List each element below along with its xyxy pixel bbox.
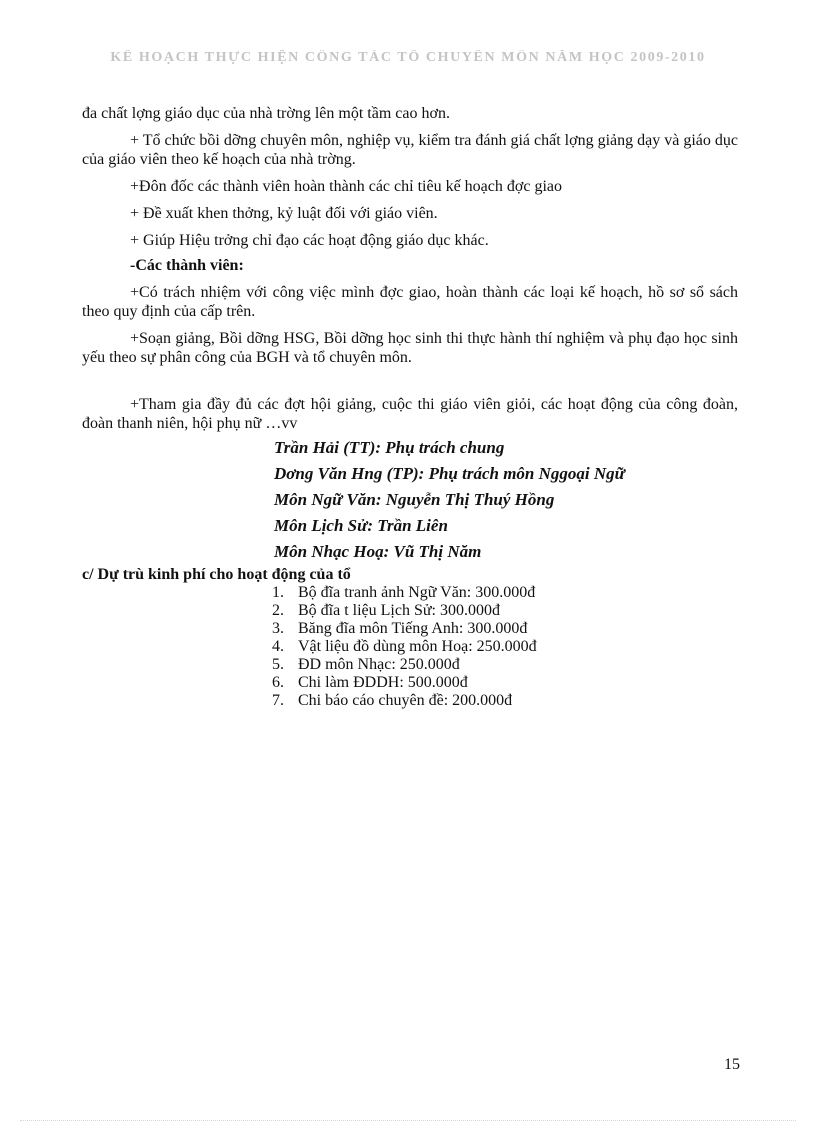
budget-item-text: ĐD môn Nhạc: 250.000đ [298, 656, 460, 673]
budget-item-number: 7. [272, 692, 284, 709]
page-number: 15 [724, 1056, 740, 1073]
budget-item-number: 2. [272, 602, 284, 619]
paragraph-supervise: +Đôn đốc các thành viên hoàn thành các chỉ tiêu kế hoạch đợc giao [130, 178, 562, 195]
budget-item-text: Băng đĩa môn Tiếng Anh: 300.000đ [298, 620, 528, 637]
budget-item-text: Bộ đĩa t liệu Lịch Sử: 300.000đ [298, 602, 500, 619]
budget-item [82, 602, 738, 620]
staff-line: Dơng Văn Hng (TP): Phụ trách môn Nggoại Ngữ [274, 464, 625, 483]
paragraph-responsibility: +Có trách nhiệm với công việc mình đợc giao, hoàn thành các loại kế hoạch, hồ sơ sổ sách theo quy định của cấp trên. [82, 284, 738, 320]
paragraph-reward: + Đề xuất khen thởng, kỷ luật đối với giáo viên. [130, 205, 438, 222]
budget-item [82, 692, 738, 710]
budget-item-number: 5. [272, 656, 284, 673]
staff-line: Môn Lịch Sử: Trần Liên [274, 516, 448, 535]
budget-item [82, 584, 738, 602]
staff-line: Môn Ngữ Văn: Nguyễn Thị Thuý Hồng [274, 490, 555, 509]
budget-item-number: 3. [272, 620, 284, 637]
budget-title: c/ Dự trù kinh phí cho hoạt động của tổ [82, 566, 351, 583]
paragraph-assist-principal: + Giúp Hiệu trởng chỉ đạo các hoạt động giáo dục khác. [130, 232, 489, 249]
members-heading: -Các thành viên: [130, 257, 244, 274]
budget-list [82, 584, 738, 710]
budget-item [82, 656, 738, 674]
budget-item-text: Chi báo cáo chuyên đề: 200.000đ [298, 692, 513, 709]
page-bottom-divider [20, 1120, 796, 1121]
paragraph-quality: đa chất lợng giáo dục của nhà trờng lên một tầm cao hơn. [82, 105, 450, 122]
staff-list [82, 435, 738, 565]
budget-item-text: Bộ đĩa tranh ảnh Ngữ Văn: 300.000đ [298, 584, 536, 601]
budget-item [82, 638, 738, 656]
budget-item-text: Chi làm ĐDDH: 500.000đ [298, 674, 468, 691]
budget-item-text: Vật liệu đồ dùng môn Hoạ: 250.000đ [298, 638, 537, 655]
budget-item [82, 620, 738, 638]
document-body [82, 104, 738, 710]
paragraph-teaching: +Soạn giảng, Bồi dỡng HSG, Bồi dỡng học sinh thi thực hành thí nghiệm và phụ đạo học sinh yếu theo sự phân công của BGH và tổ chuyên môn. [82, 330, 738, 366]
running-header: KẾ HOẠCH THỰC HIỆN CÔNG TÁC TỔ CHUYÊN MÔN NĂM HỌC 2009-2010 [110, 50, 706, 64]
paragraph-participation: +Tham gia đầy đủ các đợt hội giảng, cuộc thi giáo viên giỏi, các hoạt động của công đoàn, đoàn thanh niên, hội phụ nữ …vv [82, 396, 738, 432]
paragraph-training: + Tổ chức bồi dỡng chuyên môn, nghiệp vụ, kiểm tra đánh giá chất lợng giảng dạy và giáo dục của giáo viên theo kế hoạch của nhà trờng. [82, 132, 738, 168]
budget-item-number: 4. [272, 638, 284, 655]
budget-item-number: 6. [272, 674, 284, 691]
budget-item-number: 1. [272, 584, 284, 601]
staff-line: Môn Nhạc Hoạ: Vũ Thị Năm [274, 542, 482, 561]
budget-item [82, 674, 738, 692]
staff-line: Trần Hải (TT): Phụ trách chung [274, 438, 505, 457]
